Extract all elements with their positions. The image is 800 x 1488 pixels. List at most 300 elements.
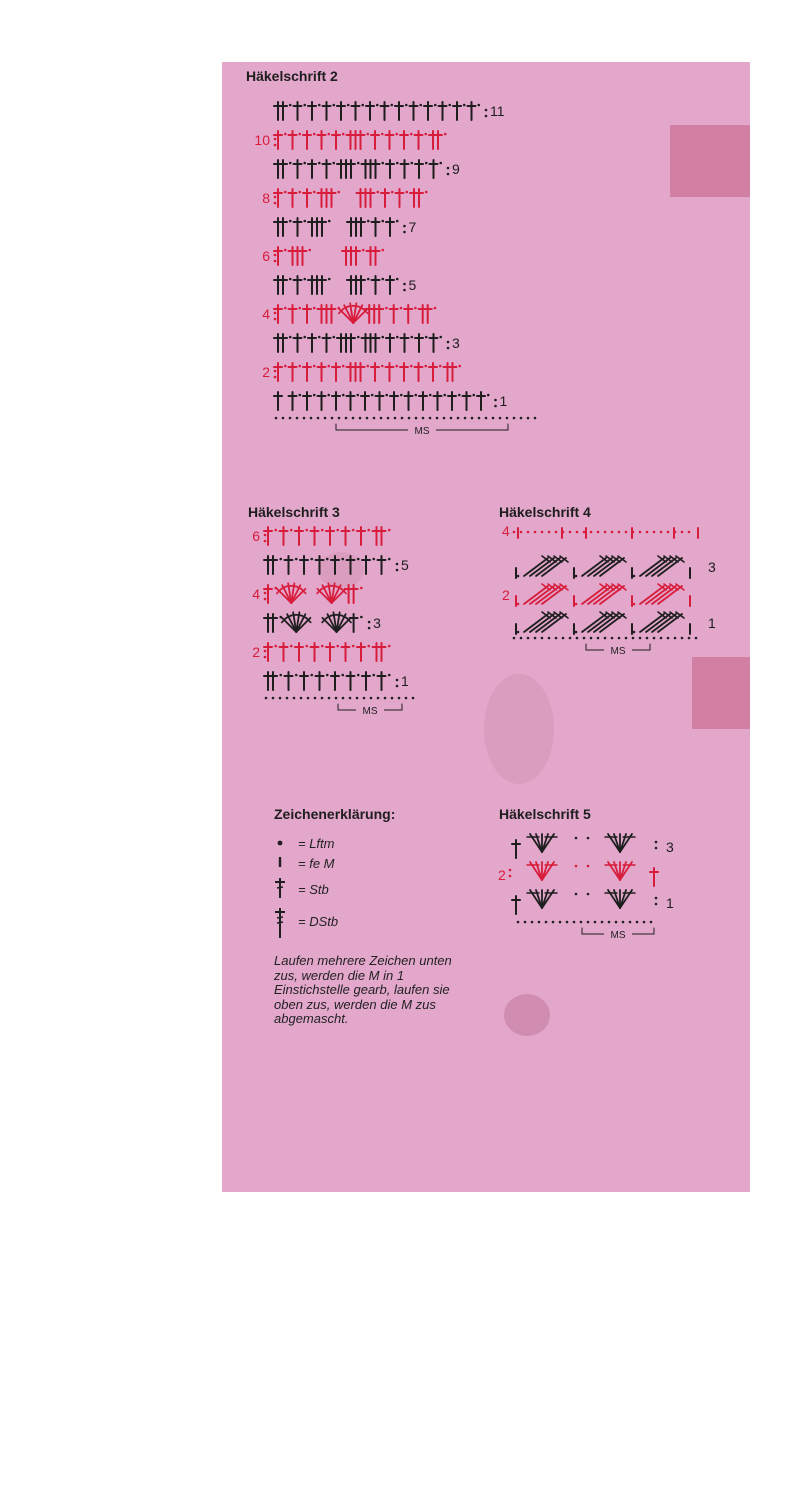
chain-stitch-dot — [639, 637, 642, 640]
chain-stitch-dot — [284, 307, 287, 310]
chain-stitch-dot — [400, 307, 403, 310]
legend-label: = Lftm — [298, 836, 335, 851]
row-separator-dot — [655, 903, 658, 906]
chain-stitch-dot — [357, 336, 360, 339]
chain-stitch-dot — [590, 531, 593, 534]
chain-stitch-dot — [633, 603, 636, 606]
chain-stitch-dot — [457, 417, 460, 420]
chain-stitch-dot — [412, 697, 415, 700]
chain-stitch-dot — [361, 104, 364, 107]
double-treble-stitch-icon — [274, 908, 292, 938]
chain-stitch-dot — [688, 637, 691, 640]
chain-stitch-dot — [394, 417, 397, 420]
chain-stitch-dot — [575, 893, 578, 896]
chain-stitch-dot — [422, 417, 425, 420]
chain-stitch-dot — [405, 191, 408, 194]
row-separator-dot — [494, 399, 497, 402]
chain-stitch-dot — [324, 417, 327, 420]
chain-stitch-dot — [313, 191, 316, 194]
chain-stitch-dot — [408, 417, 411, 420]
chain-stitch-dot — [587, 893, 590, 896]
chain-stitch-dot — [381, 336, 384, 339]
legend-title: Zeichenerklärung: — [274, 806, 396, 822]
chain-stitch-dot — [284, 133, 287, 136]
chain-stitch-dot — [695, 637, 698, 640]
chain-stitch-dot — [338, 417, 341, 420]
chain-stitch-dot — [336, 645, 339, 648]
chain-stitch-dot — [429, 394, 432, 397]
paper-tab-bottom — [692, 657, 750, 729]
row-number: 1 — [666, 895, 674, 911]
row-separator-dot — [274, 196, 277, 199]
chain-stitch-dot — [517, 921, 520, 924]
chain-stitch-dot — [328, 697, 331, 700]
chain-stitch-dot — [534, 637, 537, 640]
chain-stitch-dot — [376, 191, 379, 194]
chain-stitch-dot — [381, 278, 384, 281]
chain-stitch-dot — [335, 697, 338, 700]
row-separator-dot — [655, 847, 658, 850]
chain-stitch-dot — [352, 645, 355, 648]
row-number: 3 — [708, 559, 716, 575]
chain-stitch-dot — [359, 417, 362, 420]
chain-stitch-dot — [583, 531, 586, 534]
cluster-stitch — [588, 586, 612, 604]
chain-stitch-dot — [366, 133, 369, 136]
chain-stitch-dot — [541, 531, 544, 534]
chain-stitch-dot — [303, 162, 306, 165]
cluster-stitch — [588, 614, 612, 632]
chain-stitch-dot — [327, 365, 330, 368]
row-number: 6 — [252, 528, 260, 544]
row-number: 2 — [252, 644, 260, 660]
row-number: 1 — [708, 615, 716, 631]
chain-stitch-dot — [303, 104, 306, 107]
repeat-label: MS — [362, 706, 378, 717]
cluster-stitch — [530, 586, 554, 604]
chain-stitch-dot — [660, 531, 663, 534]
chain-stitch-dot — [448, 104, 451, 107]
chain-stitch-dot — [341, 558, 344, 561]
chain-stitch-dot — [356, 697, 359, 700]
chain-stitch-dot — [284, 191, 287, 194]
chain-stitch-dot — [410, 162, 413, 165]
chain-stitch-dot — [548, 531, 551, 534]
chain-stitch-dot — [381, 133, 384, 136]
chain-stitch-dot — [443, 394, 446, 397]
chain-stitch-dot — [279, 674, 282, 677]
row-separator-dot — [655, 841, 658, 844]
chain-stitch-dot — [303, 417, 306, 420]
chain-stitch-dot — [660, 637, 663, 640]
pattern-sheet — [222, 62, 750, 1192]
chain-stitch-dot — [439, 336, 442, 339]
chain-stitch-dot — [265, 697, 268, 700]
row-separator-dot — [274, 318, 277, 321]
chain-stitch-dot — [587, 837, 590, 840]
chain-stitch-dot — [295, 558, 298, 561]
row-number: 2 — [502, 587, 510, 603]
chain-stitch-dot — [552, 921, 555, 924]
chain-stitch-dot — [298, 365, 301, 368]
chain-stitch-dot — [318, 104, 321, 107]
chain-stitch-dot — [590, 637, 593, 640]
chain-stitch-dot — [434, 104, 437, 107]
chain-stitch-dot — [342, 697, 345, 700]
row-separator-dot — [396, 679, 399, 682]
chain-stitch-dot — [576, 531, 579, 534]
cluster-stitch — [588, 558, 612, 576]
chain-stitch-dot — [345, 417, 348, 420]
cluster-stitch — [646, 614, 670, 632]
crochet-chart-3 — [242, 524, 442, 734]
chain-stitch-dot — [559, 921, 562, 924]
paper-tab-top — [670, 125, 750, 197]
row-separator-dot — [655, 897, 658, 900]
row-separator-dot — [447, 173, 450, 176]
chain-stitch-dot — [326, 674, 329, 677]
chain-stitch-dot — [414, 394, 417, 397]
row-separator-dot — [403, 225, 406, 228]
chain-stitch-dot — [646, 531, 649, 534]
chain-stitch-dot — [517, 575, 520, 578]
legend-item-stb — [274, 876, 474, 906]
row-separator-dot — [274, 254, 277, 257]
chain-stitch-dot — [385, 394, 388, 397]
chain-stitch-dot — [384, 697, 387, 700]
chain-stitch-dot — [371, 394, 374, 397]
chain-stitch-dot — [313, 133, 316, 136]
chain-stitch-dot — [318, 336, 321, 339]
chain-stitch-dot — [308, 249, 311, 252]
chain-stitch-dot — [328, 278, 331, 281]
row-separator-dot — [264, 650, 267, 653]
chain-stitch-dot — [328, 220, 331, 223]
chain-stitch-dot — [534, 531, 537, 534]
chain-stitch-dot — [597, 637, 600, 640]
chain-stitch-dot — [575, 631, 578, 634]
row-separator-dot — [264, 656, 267, 659]
chain-stitch-dot — [667, 531, 670, 534]
chain-stitch-dot — [321, 529, 324, 532]
chain-stitch-dot — [681, 637, 684, 640]
chain-stitch-dot — [548, 637, 551, 640]
chain-stitch-dot — [562, 637, 565, 640]
chain-stitch-dot — [289, 278, 292, 281]
chain-stitch-dot — [424, 133, 427, 136]
chain-stitch-dot — [349, 697, 352, 700]
chain-stitch-dot — [313, 307, 316, 310]
row-separator-dot — [274, 138, 277, 141]
chain-stitch-dot — [321, 645, 324, 648]
chain-stitch-dot — [357, 162, 360, 165]
chain-stitch-dot — [372, 558, 375, 561]
crochet-chart-4 — [494, 524, 714, 656]
cluster-stitch — [530, 558, 554, 576]
chain-stitch-dot — [492, 417, 495, 420]
chain-stitch-dot — [569, 531, 572, 534]
chain-stitch-dot — [367, 645, 370, 648]
legend-label: = Stb — [298, 882, 329, 897]
row-number: 3 — [373, 615, 381, 631]
chain-stitch-dot — [604, 637, 607, 640]
chain-stitch-dot — [414, 307, 417, 310]
chain-stitch-dot — [632, 637, 635, 640]
chain-stitch-dot — [555, 531, 558, 534]
row-number: 4 — [252, 586, 260, 602]
chain-stitch-dot — [303, 278, 306, 281]
chain-stitch-dot — [485, 417, 488, 420]
chain-stitch-dot — [425, 162, 428, 165]
legend-item-dstb — [274, 908, 474, 938]
row-number: 1 — [499, 393, 508, 409]
chain-stitch-dot — [310, 558, 313, 561]
chain-stitch-dot — [639, 531, 642, 534]
chain-stitch-dot — [527, 637, 530, 640]
chain-stitch-dot — [674, 637, 677, 640]
chain-stitch-dot — [434, 307, 437, 310]
chain-stitch-dot — [531, 921, 534, 924]
chain-stitch-dot — [566, 921, 569, 924]
chain-stitch-dot — [342, 133, 345, 136]
chain-stitch-dot — [274, 645, 277, 648]
chart-title-h3: Häkelschrift 3 — [248, 504, 340, 520]
row-number: 7 — [408, 219, 417, 235]
chain-stitch-dot — [279, 697, 282, 700]
chain-stitch-dot — [575, 575, 578, 578]
chain-stitch-dot — [279, 558, 282, 561]
chain-stitch-dot — [332, 104, 335, 107]
cluster-stitch — [646, 558, 670, 576]
chain-stitch-dot — [310, 674, 313, 677]
row-separator-dot — [396, 685, 399, 688]
chain-stitch-dot — [477, 104, 480, 107]
chain-stitch-dot — [575, 603, 578, 606]
chain-stitch-dot — [410, 336, 413, 339]
chain-stitch-dot — [513, 637, 516, 640]
chain-stitch-dot — [472, 394, 475, 397]
chain-stitch-dot — [395, 133, 398, 136]
chain-stitch-dot — [357, 674, 360, 677]
chain-stitch-dot — [583, 637, 586, 640]
chain-stitch-dot — [636, 921, 639, 924]
chain-stitch-dot — [478, 417, 481, 420]
chain-stitch-dot — [274, 529, 277, 532]
chain-stitch-dot — [360, 616, 363, 619]
chain-stitch-dot — [352, 529, 355, 532]
chain-stitch-dot — [275, 417, 278, 420]
chain-stitch-dot — [538, 921, 541, 924]
chain-stitch-dot — [363, 697, 366, 700]
chain-stitch-dot — [284, 249, 287, 252]
chain-stitch-dot — [513, 531, 516, 534]
chain-stitch-dot — [282, 417, 285, 420]
chain-stitch-dot — [458, 394, 461, 397]
chain-stitch-dot — [615, 921, 618, 924]
chain-stitch-dot — [464, 417, 467, 420]
chain-stitch-dot — [289, 220, 292, 223]
chain-stitch-dot — [618, 531, 621, 534]
chain-stitch-dot — [395, 365, 398, 368]
chain-stitch-dot — [667, 637, 670, 640]
chain-stitch-dot — [295, 674, 298, 677]
chain-stitch-dot — [520, 417, 523, 420]
chain-stitch-dot — [463, 104, 466, 107]
chain-stitch-dot — [381, 162, 384, 165]
chain-stitch-dot — [524, 921, 527, 924]
chain-stitch-dot — [321, 697, 324, 700]
chain-stitch-dot — [424, 365, 427, 368]
chain-stitch-dot — [317, 417, 320, 420]
chain-stitch-dot — [587, 865, 590, 868]
chain-stitch-dot — [646, 637, 649, 640]
chain-stitch-dot — [337, 191, 340, 194]
chain-stitch-dot — [458, 365, 461, 368]
chain-stitch-dot — [272, 697, 275, 700]
chain-stitch-dot — [401, 417, 404, 420]
row-separator-dot — [264, 534, 267, 537]
chain-stitch-dot — [425, 191, 428, 194]
chain-stitch-dot — [396, 162, 399, 165]
row-separator-dot — [485, 109, 488, 112]
chain-stitch-dot — [653, 531, 656, 534]
row-number: 3 — [452, 335, 460, 351]
chain-stitch-dot — [499, 417, 502, 420]
row-separator-dot — [274, 370, 277, 373]
chain-stitch-dot — [597, 531, 600, 534]
chain-stitch-dot — [367, 278, 370, 281]
row-number: 9 — [452, 161, 460, 177]
row-separator-dot — [403, 231, 406, 234]
chain-stitch-dot — [396, 278, 399, 281]
chain-stitch-dot — [372, 674, 375, 677]
row-separator-dot — [447, 167, 450, 170]
chain-stitch-dot — [405, 697, 408, 700]
chain-stitch-dot — [517, 631, 520, 634]
chain-stitch-dot — [298, 133, 301, 136]
chain-stitch-dot — [587, 921, 590, 924]
chain-stitch-dot — [575, 865, 578, 868]
chain-stitch-dot — [388, 645, 391, 648]
chain-stitch-dot — [376, 104, 379, 107]
chain-stitch-dot — [286, 697, 289, 700]
row-number: 11 — [490, 103, 505, 119]
chain-stitch-dot — [513, 417, 516, 420]
chain-stitch-dot — [362, 249, 365, 252]
chain-stitch-dot — [439, 162, 442, 165]
chain-stitch-dot — [313, 365, 316, 368]
chain-stitch-dot — [506, 417, 509, 420]
chain-stitch-dot — [444, 133, 447, 136]
row-separator-dot — [485, 115, 488, 118]
chain-stitch-dot — [367, 529, 370, 532]
row-separator-dot — [447, 347, 450, 350]
chain-stitch-dot — [391, 191, 394, 194]
chain-stitch-dot — [471, 417, 474, 420]
chain-stitch-dot — [303, 220, 306, 223]
chain-stitch-dot — [618, 637, 621, 640]
chain-stitch-dot — [305, 529, 308, 532]
chain-stitch-dot — [360, 587, 363, 590]
chain-stitch-dot — [290, 645, 293, 648]
chain-stitch-dot — [314, 697, 317, 700]
chain-stitch-dot — [633, 631, 636, 634]
chain-stitch-dot — [367, 220, 370, 223]
treble-stitch-icon — [274, 876, 292, 906]
chain-stitch-dot — [625, 531, 628, 534]
row-separator-dot — [447, 341, 450, 344]
row-separator-dot — [264, 540, 267, 543]
chain-stitch-dot — [331, 417, 334, 420]
chain-stitch-dot — [366, 365, 369, 368]
row-separator-dot — [396, 569, 399, 572]
chain-stitch-dot — [357, 558, 360, 561]
row-number: 4 — [262, 306, 270, 322]
chain-stitch-dot — [398, 697, 401, 700]
chain-stitch-dot — [534, 417, 537, 420]
chain-stitch-dot — [307, 697, 310, 700]
chain-stitch-dot — [396, 220, 399, 223]
chain-stitch-dot — [643, 921, 646, 924]
paper-stain — [504, 994, 550, 1036]
row-number: 10 — [254, 132, 270, 148]
chain-stitch-dot — [625, 637, 628, 640]
chain-stitch-dot — [332, 162, 335, 165]
chain-stitch-dot — [303, 336, 306, 339]
row-number: 2 — [262, 364, 270, 380]
chain-stitch-dot — [443, 417, 446, 420]
chain-stitch-dot — [289, 336, 292, 339]
chart-title-h4: Häkelschrift 4 — [499, 504, 591, 520]
chain-stitch-dot — [290, 529, 293, 532]
chain-stitch-dot — [405, 104, 408, 107]
chain-stitch-dot — [370, 697, 373, 700]
row-separator-dot — [274, 312, 277, 315]
row-number: 2 — [498, 867, 506, 883]
chart-title-h2: Häkelschrift 2 — [246, 68, 338, 84]
row-separator-dot — [368, 627, 371, 630]
row-separator-dot — [403, 283, 406, 286]
row-number: 4 — [502, 523, 510, 539]
row-separator-dot — [403, 289, 406, 292]
chain-stitch-dot — [327, 394, 330, 397]
chain-stitch-dot — [390, 104, 393, 107]
chain-stitch-dot — [545, 921, 548, 924]
chain-stitch-dot — [517, 603, 520, 606]
paper-stain — [484, 674, 554, 784]
chain-stitch-dot — [293, 697, 296, 700]
chain-stitch-dot — [604, 531, 607, 534]
row-number: 5 — [408, 277, 417, 293]
chain-stitch-dot — [380, 417, 383, 420]
chain-stitch-dot — [289, 417, 292, 420]
chain-stitch-dot — [555, 637, 558, 640]
chain-stitch-dot — [573, 921, 576, 924]
chain-stitch-dot — [366, 417, 369, 420]
chain-stitch-dot — [387, 417, 390, 420]
row-separator-dot — [509, 869, 512, 872]
chain-stitch-dot — [601, 921, 604, 924]
repeat-label: MS — [610, 646, 626, 657]
chain-stitch-dot — [622, 921, 625, 924]
chain-stitch-dot — [381, 249, 384, 252]
row-number: 3 — [666, 839, 674, 855]
chain-stitch-dot — [342, 394, 345, 397]
row-number: 6 — [262, 248, 270, 264]
chain-stitch-dot — [327, 133, 330, 136]
chain-stitch-dot — [425, 336, 428, 339]
cluster-stitch — [646, 586, 670, 604]
